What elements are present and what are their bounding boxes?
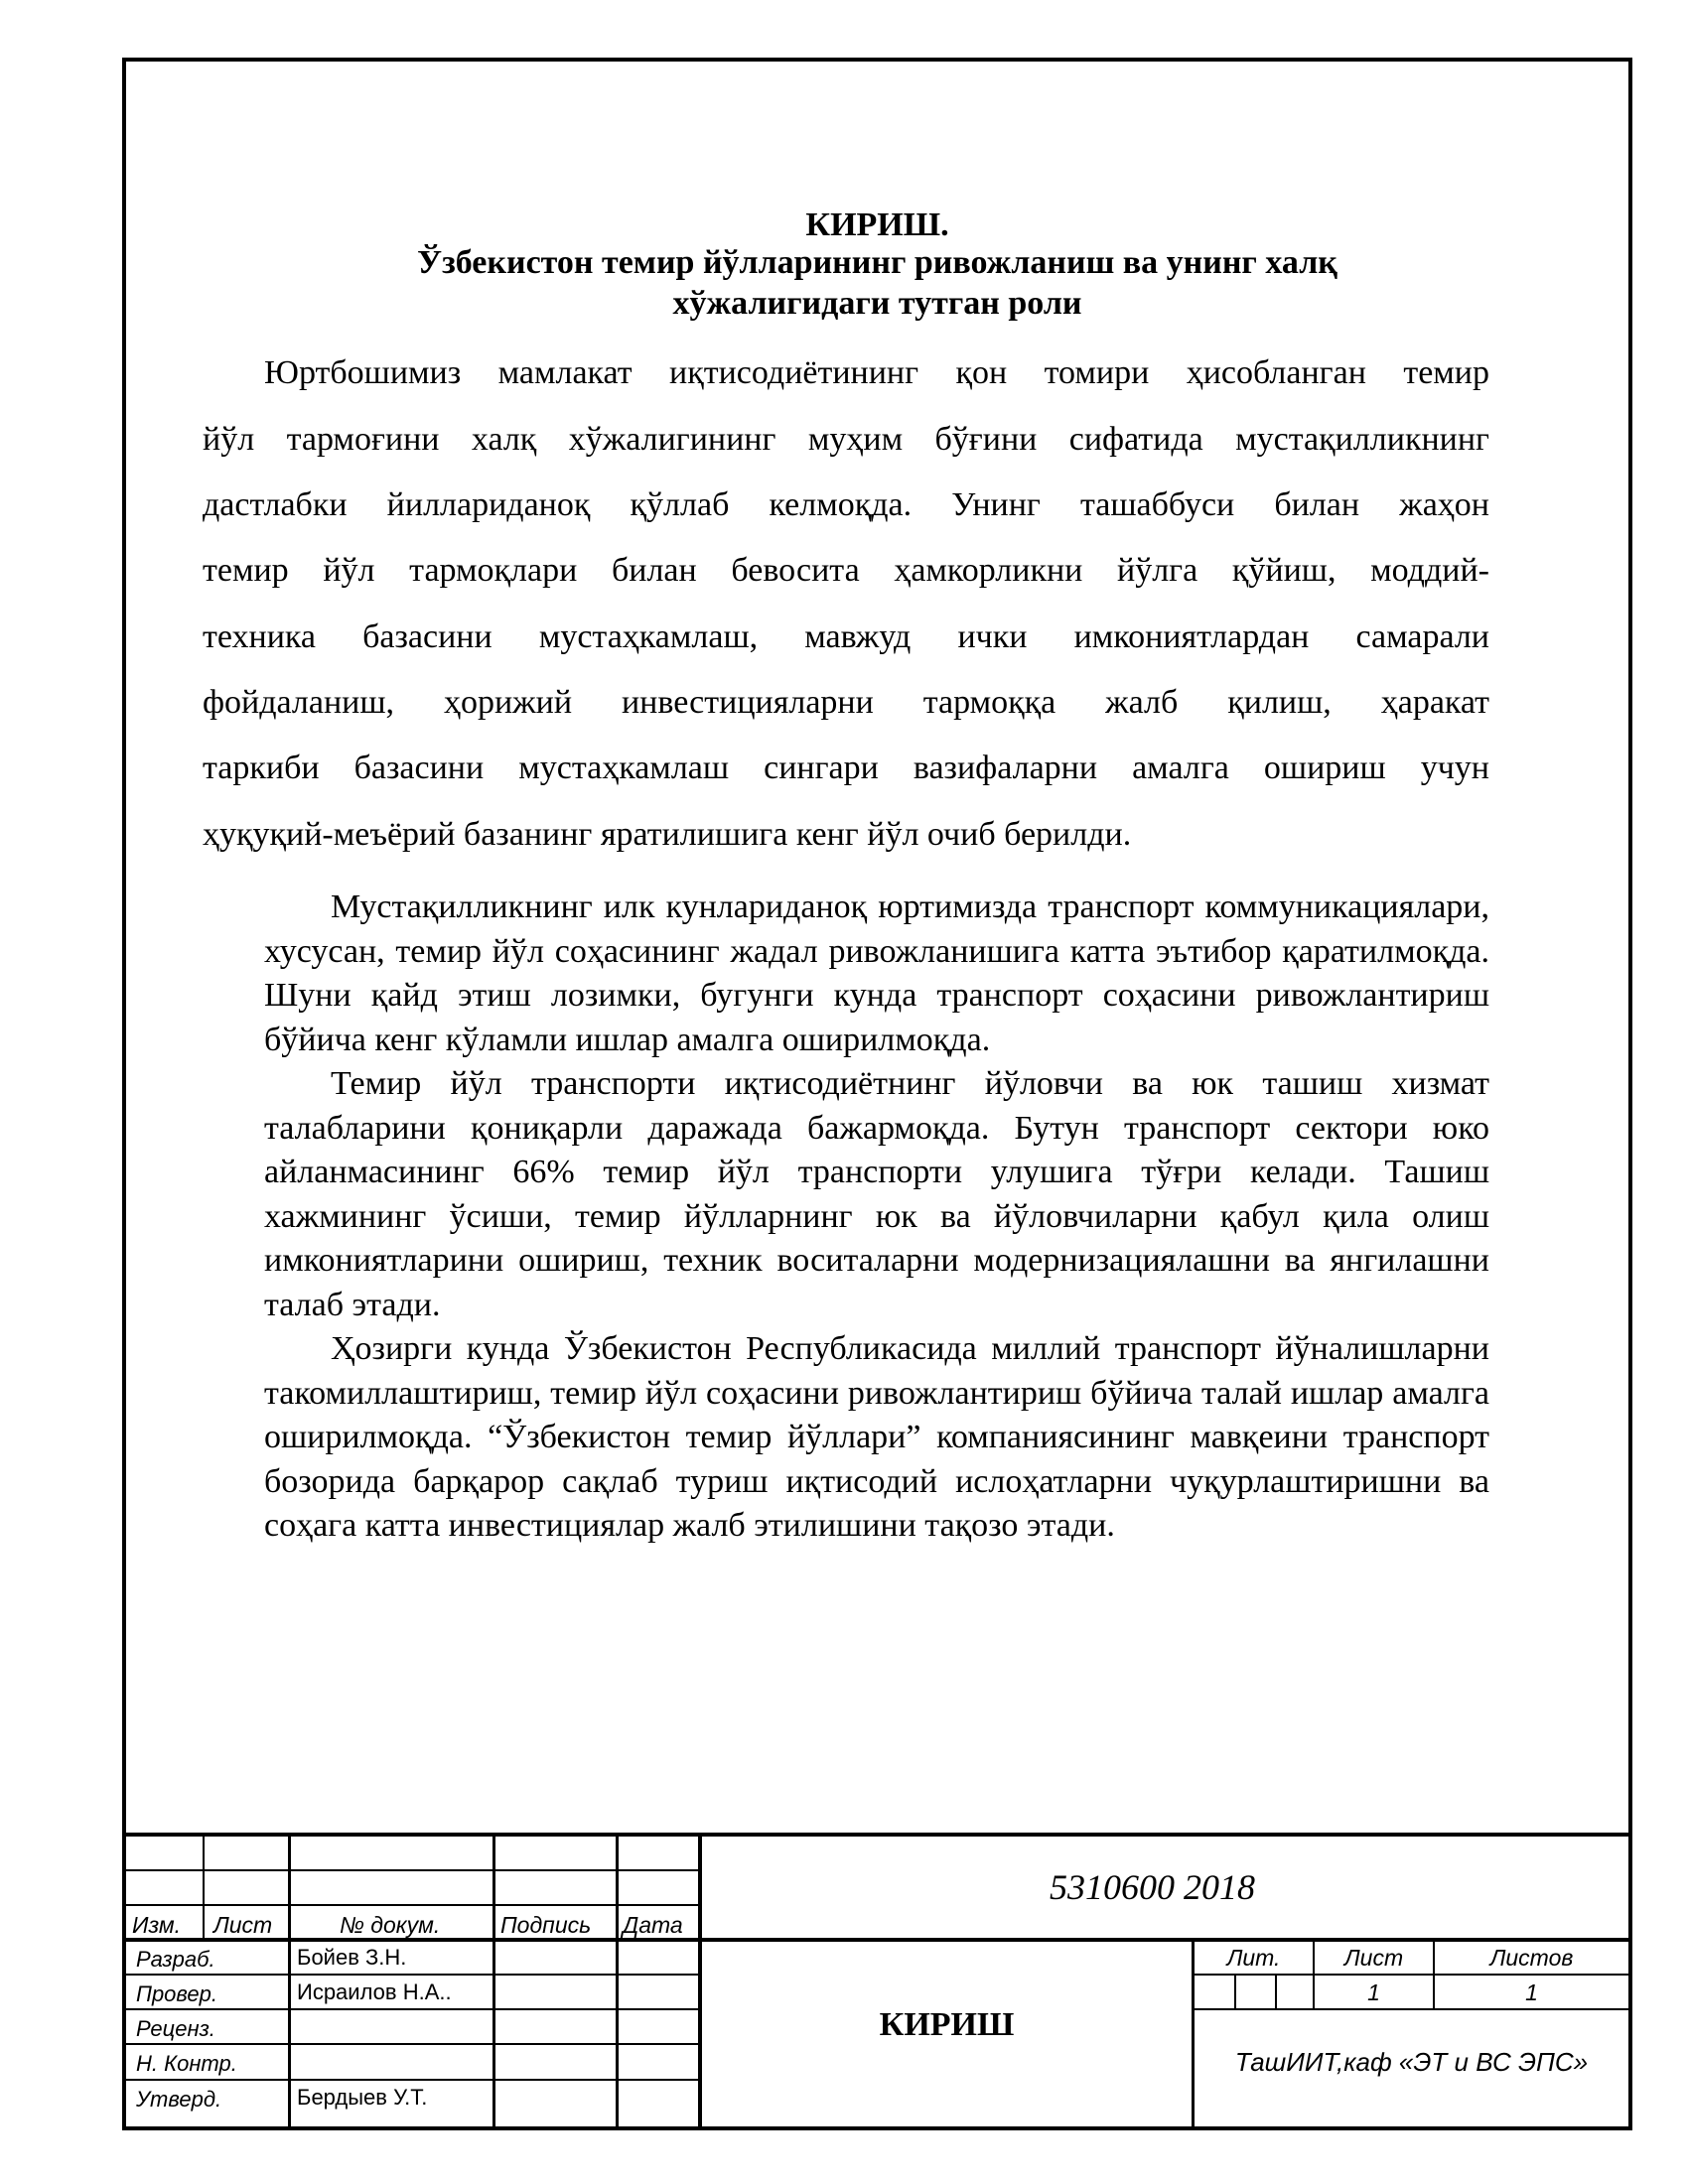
- approver-name: Бердыев У.Т.: [297, 2085, 428, 2110]
- page-title: КИРИШ.: [805, 206, 949, 243]
- sheet-value: 1: [1367, 1979, 1380, 2005]
- sheet-label: Лист: [1343, 1945, 1404, 1971]
- document-title: КИРИШ: [879, 2006, 1015, 2043]
- role-label: Утверд.: [136, 2087, 222, 2112]
- paragraph1-line: йўл тармоғини халқ хўжалигининг муҳим бўғини сифатида мустақилликнинг: [203, 421, 1489, 458]
- list-header: Лист: [213, 1912, 273, 1938]
- role-label: Разраб.: [136, 1947, 215, 1972]
- paragraph1-line: таркиби базасини мустаҳкамлаш сингари вазифаларни амалга ошириш учун: [203, 750, 1489, 786]
- lit-label: Лит.: [1226, 1945, 1281, 1971]
- paragraph1-line: дастлабки йиллариданоқ қўллаб келмоқда. Унинг ташаббуси билан жаҳон: [203, 486, 1489, 523]
- body-text: [264, 886, 1489, 1549]
- paragraph: Мустақилликнинг илк кунлариданоқ юртимизда транспорт коммуникациялари, хусусан, темир йўл соҳасининг жадал ривожланишига катта эътибор қаратилмоқда. Шуни қайд этиш лозимки, бугунги кунда транспорт соҳасини ривожлантириш бўйича кенг кўламли ишлар амалга оширилмоқда.: [264, 888, 1489, 1058]
- drawing-frame: [122, 58, 1632, 2130]
- organization: ТашИИТ,каф «ЭТ и ВС ЭПС»: [1234, 2047, 1589, 2077]
- title-block: [126, 1833, 1628, 2126]
- role-label: Реценз.: [136, 2016, 215, 2041]
- paragraph: Темир йўл транспорти иқтисодиётнинг йўловчи ва юк ташиш хизмат талабларини қониқарли даражада бажармоқда. Бутун транспорт сектори юко айланмасининг 66% темир йўл транспорти улушига тўғри келади. Ташиш хажмининг ўсиши, темир йўлларнинг юк ва йўловчиларни қабул қила олиш имкониятларини ошириш, техник воситаларни модернизациялашни ва янгилашни талаб этади.: [264, 1065, 1489, 1323]
- paragraph1-line: фойдаланиш, ҳорижий инвестицияларни тармоққа жалб қилиш, ҳаракат: [203, 684, 1489, 721]
- date-header: Дата: [623, 1912, 683, 1938]
- paragraph: Ҳозирги кунда Ўзбекистон Республикасида миллий транспорт йўналишларни такомиллаштириш, темир йўл соҳасини ривожлантириш бўйича талай ишлар амалга оширилмоқда. “Ўзбекистон темир йўллари” компаниясининг мавқеини транспорт бозорида барқарор сақлаб туриш иқтисодий ислоҳатларни чуқурлаштиришни ва соҳага катта инвестициялар жалб этилишини тақозо этади.: [264, 1330, 1489, 1544]
- paragraph1-line: Юртбошимиз мамлакат иқтисодиётининг қон томири ҳисобланган темир: [264, 354, 1489, 391]
- sheets-label: Листов: [1489, 1945, 1574, 1971]
- role-label: Н. Контр.: [136, 2051, 237, 2076]
- checker-name: Исраилов Н.А..: [297, 1979, 452, 2004]
- document-code: 5310600 2018: [1050, 1867, 1255, 1907]
- paragraph1-line: темир йўл тармоқлари билан бевосита ҳамкорликни йўлга қўйиш, моддий-: [203, 552, 1489, 589]
- developer-name: Бойев З.Н.: [297, 1945, 407, 1970]
- paragraph1-line: техника базасини мустаҳкамлаш, мавжуд ички имкониятлардан самарали: [203, 618, 1489, 655]
- role-label: Провер.: [136, 1981, 217, 2006]
- paragraph1-line: ҳуқуқий-меъёрий базанинг яратилишига кенг йўл очиб берилди.: [203, 816, 1132, 853]
- izm-header: Изм.: [132, 1912, 182, 1938]
- sheets-value: 1: [1525, 1979, 1538, 2005]
- subtitle-line-1: Ўзбекистон темир йўлларининг ривожланиш ва унинг халқ: [417, 244, 1337, 281]
- subtitle-line-2: хўжалигидаги тутган роли: [672, 285, 1082, 322]
- signature-header: Подпись: [500, 1912, 592, 1938]
- doc-number-header: № докум.: [340, 1912, 441, 1938]
